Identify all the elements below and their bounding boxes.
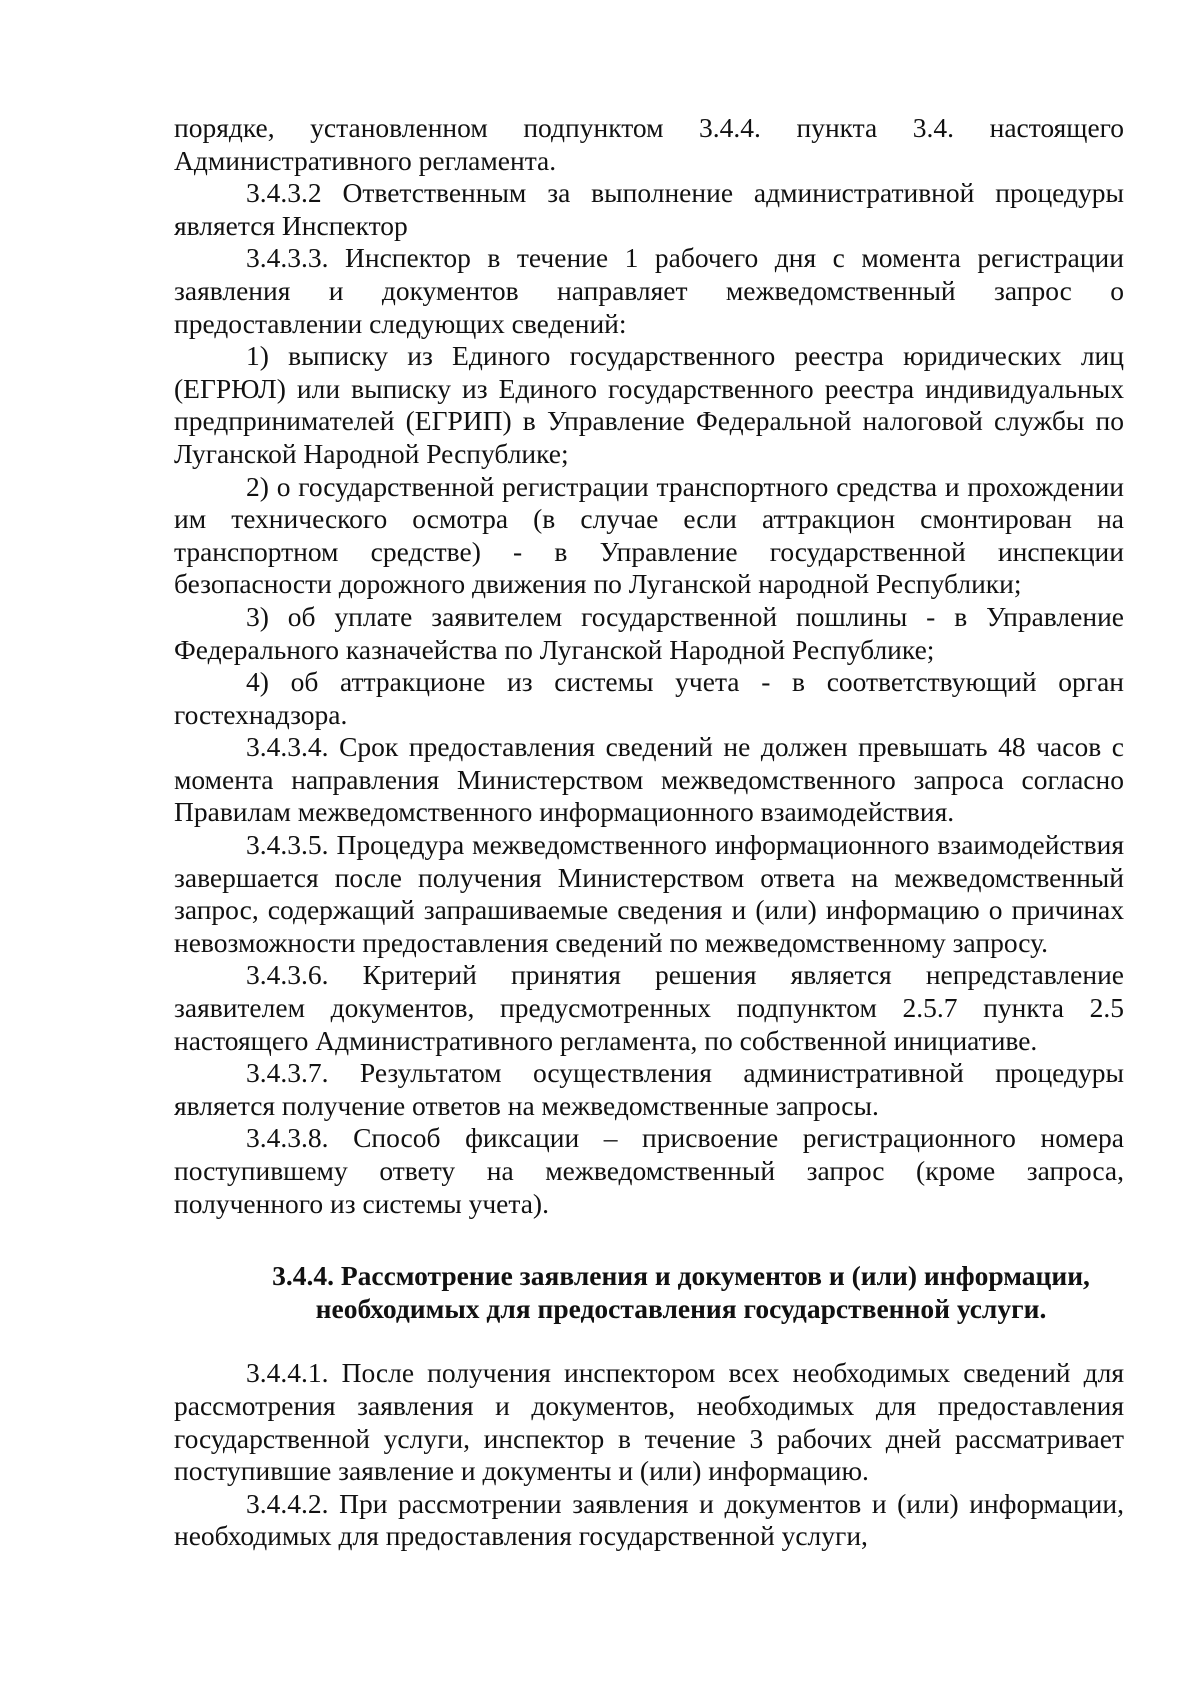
list-item-1: 1) выписку из Единого государственного реестра юридических лиц (ЕГРЮЛ) или выписку из Единого государственного реестра индивидуальных предпринимателей (ЕГРИП) в Управление Федеральной налоговой службы по Луганской Народной Республике;: [174, 340, 1124, 469]
section-heading-3-4-4: [174, 1260, 1124, 1325]
paragraph-3-4-3-3: 3.4.3.3. Инспектор в течение 1 рабочего дня с момента регистрации заявления и документов направляет межведомственный запрос о предоставлении следующих сведений:: [174, 242, 1124, 339]
paragraph-continuation: порядке, установленном подпунктом 3.4.4. пункта 3.4. настоящего Административного регламента.: [174, 112, 1124, 176]
list-item-3: 3) об уплате заявителем государственной пошлины - в Управление Федерального казначейства по Луганской Народной Республике;: [174, 600, 1124, 665]
paragraph-3-4-3-7: 3.4.3.7. Результатом осуществления административной процедуры является получение ответов на межведомственные запросы.: [174, 1057, 1124, 1121]
list-item-4: 4) об аттракционе из системы учета - в соответствующий орган гостехнадзора.: [174, 666, 1124, 730]
paragraph-3-4-3-4: 3.4.3.4. Срок предоставления сведений не должен превышать 48 часов с момента направления Министерством межведомственного запроса согласно Правилам межведомственного информационного взаимодействия.: [174, 731, 1124, 828]
paragraph-3-4-3-5: 3.4.3.5. Процедура межведомственного информационного взаимодействия завершается после получения Министерством ответа на межведомственный запрос, содержащий запрашиваемые сведения и (или) информацию о причинах невозможности предоставления сведений по межведомственному запросу.: [174, 829, 1124, 958]
list-item-2: 2) о государственной регистрации транспортного средства и прохождении им технического осмотра (в случае если аттракцион смонтирован на транспортном средстве) - в Управление государственной инспекции безопасности дорожного движения по Луганской народной Республики;: [174, 470, 1124, 600]
paragraph-3-4-4-1: 3.4.4.1. После получения инспектором всех необходимых сведений для рассмотрения заявления и документов, необходимых для предоставления государственной услуги, инспектор в течение 3 рабочих дней рассматривает поступившие заявление и документы и (или) информацию.: [174, 1357, 1124, 1487]
section-heading-line-1: 3.4.4. Рассмотрение заявления и документов и (или) информации,: [272, 1260, 1090, 1292]
paragraph-3-4-3-8: 3.4.3.8. Способ фиксации – присвоение регистрационного номера поступившему ответу на межведомственный запрос (кроме запроса, полученного из системы учета).: [174, 1122, 1124, 1219]
paragraph-3-4-3-6: 3.4.3.6. Критерий принятия решения является непредставление заявителем документов, предусмотренных подпунктом 2.5.7 пункта 2.5 настоящего Административного регламента, по собственной инициативе.: [174, 959, 1124, 1056]
paragraph-3-4-4-2: 3.4.4.2. При рассмотрении заявления и документов и (или) информации, необходимых для предоставления государственной услуги,: [174, 1487, 1124, 1552]
section-heading-line-2: необходимых для предоставления государственной услуги.: [315, 1292, 1047, 1324]
document-page: [174, 112, 1124, 1553]
paragraph-3-4-3-2: 3.4.3.2 Ответственным за выполнение административной процедуры является Инспектор: [174, 177, 1124, 241]
